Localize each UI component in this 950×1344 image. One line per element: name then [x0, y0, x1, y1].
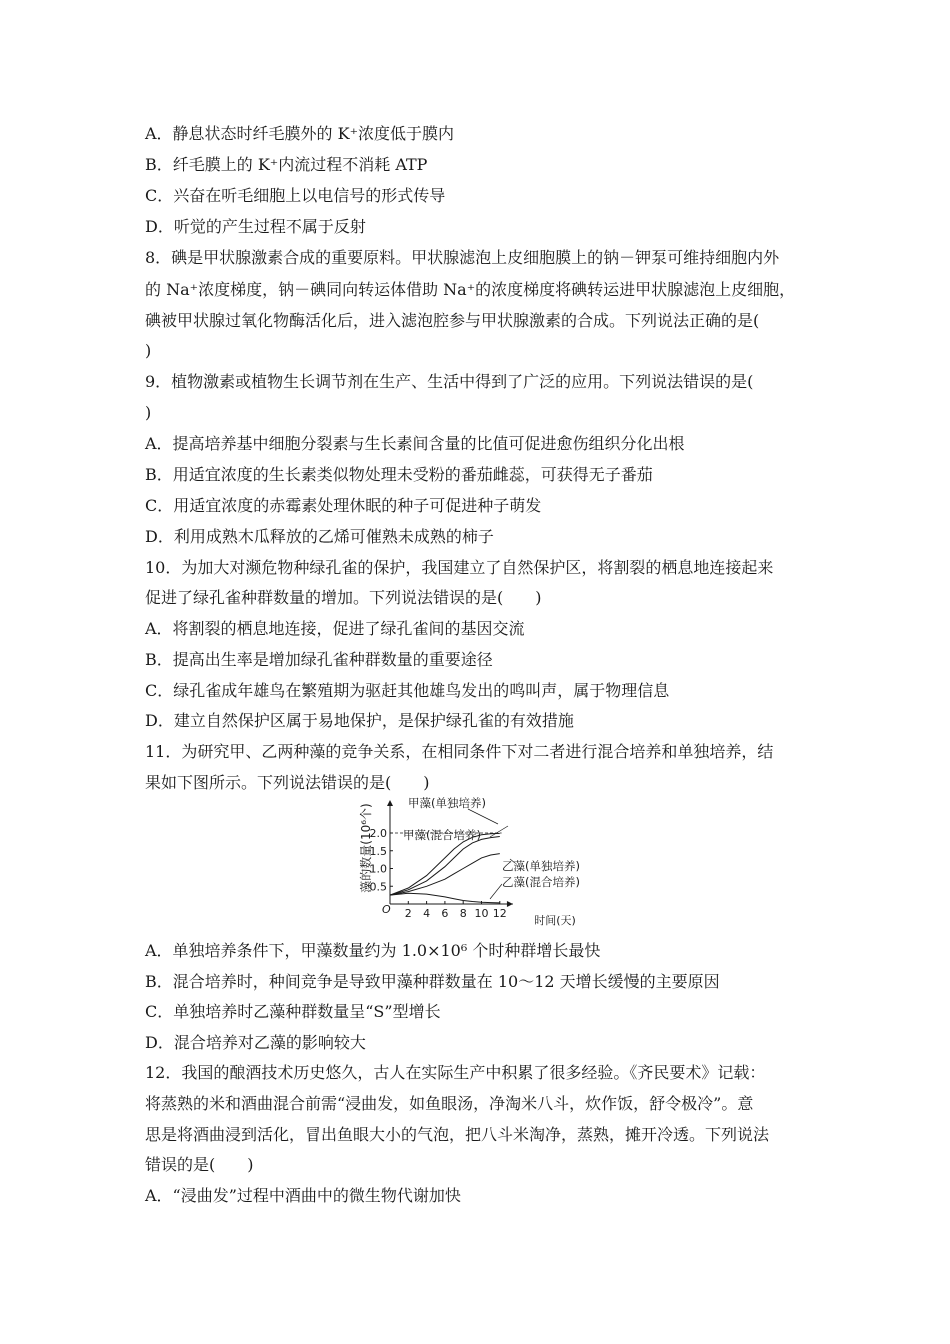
- text-line: C．用适宜浓度的赤霉素处理休眠的种子可促进种子萌发: [145, 496, 542, 515]
- y-tick-label: 1.5: [369, 844, 387, 858]
- series-label: 乙藻(单独培养): [502, 859, 580, 873]
- text-line: A．“浸曲发”过程中酒曲中的微生物代谢加快: [145, 1186, 461, 1205]
- text-line: A．将割裂的栖息地连接，促进了绿孔雀间的基因交流: [145, 619, 525, 638]
- text-line: ): [145, 403, 152, 422]
- text-line: 11．为研究甲、乙两种藻的竞争关系，在相同条件下对二者进行混合培养和单独培养，结: [145, 742, 774, 761]
- x-axis-arrow: [507, 901, 513, 907]
- x-tick-label: 4: [423, 907, 431, 920]
- y-axis-arrow: [387, 800, 393, 806]
- text-line: ): [145, 341, 152, 360]
- series-label: 甲藻(混合培养): [403, 828, 481, 842]
- text-line: B．纤毛膜上的 K⁺内流过程不消耗 ATP: [145, 155, 428, 174]
- text-line: C．绿孔雀成年雄鸟在繁殖期为驱赶其他雄鸟发出的鸣叫声，属于物理信息: [145, 681, 670, 700]
- series-label: 甲藻(单独培养): [408, 796, 486, 810]
- text-line: D．混合培养对乙藻的影响较大: [145, 1033, 366, 1052]
- text-line: 果如下图所示。下列说法错误的是( ): [145, 773, 430, 792]
- y-tick-label: 1.0: [369, 862, 387, 876]
- series-leader-line: [490, 884, 502, 899]
- series-line: [390, 833, 500, 895]
- x-tick-label: 2: [404, 907, 412, 920]
- text-line: 将蒸熟的米和酒曲混合前需“浸曲发，如鱼眼汤，净淘米八斗，炊作饭，舒令极冷”。意: [145, 1094, 754, 1113]
- series-leader-line: [490, 826, 508, 837]
- text-line: B．混合培养时，种间竞争是导致甲藻种群数量在 10～12 天增长缓慢的主要原因: [145, 972, 720, 991]
- text-line: 促进了绿孔雀种群数量的增加。下列说法错误的是( ): [145, 588, 542, 607]
- series-leader-line: [468, 809, 498, 824]
- x-tick-label: 10: [474, 907, 489, 920]
- text-line: D．利用成熟木瓜释放的乙烯可催熟未成熟的柿子: [145, 527, 494, 546]
- text-line: D．建立自然保护区属于易地保护，是保护绿孔雀的有效措施: [145, 711, 574, 730]
- text-line: 碘被甲状腺过氧化物酶活化后，进入滤泡腔参与甲状腺激素的合成。下列说法正确的是(: [145, 311, 760, 330]
- text-line: A．静息状态时纤毛膜外的 K⁺浓度低于膜内: [145, 124, 455, 143]
- text-line: C．单独培养时乙藻种群数量呈“S”型增长: [145, 1002, 441, 1021]
- text-line: B．用适宜浓度的生长素类似物处理未受粉的番茄雌蕊，可获得无子番茄: [145, 465, 653, 484]
- text-line: 10．为加大对濒危物种绿孔雀的保护，我国建立了自然保护区，将割裂的栖息地连接起来: [145, 558, 774, 577]
- text-line: 12．我国的酿酒技术历史悠久，古人在实际生产中积累了很多经验。《齐民要术》记载：: [145, 1063, 766, 1082]
- text-line: C．兴奋在听毛细胞上以电信号的形式传导: [145, 186, 446, 205]
- series-line: [390, 837, 500, 896]
- text-line: A．提高培养基中细胞分裂素与生长素间含量的比值可促进愈伤组织分化出根: [145, 434, 685, 453]
- series-label: 乙藻(混合培养): [502, 875, 580, 889]
- chart-xlabel: 时间(天): [534, 914, 576, 927]
- chart-ylabel: 藻的数量(10⁶个): [359, 803, 373, 893]
- text-line: 9．植物激素或植物生长调节剂在生产、生活中得到了广泛的应用。下列说法错误的是(: [145, 372, 754, 391]
- algae-growth-chart: [350, 796, 600, 931]
- text-line: A．单独培养条件下，甲藻数量约为 1.0×10⁶ 个时种群增长最快: [145, 941, 601, 960]
- text-line: D．听觉的产生过程不属于反射: [145, 217, 366, 236]
- text-line: B．提高出生率是增加绿孔雀种群数量的重要途径: [145, 650, 493, 669]
- text-line: 8．碘是甲状腺激素合成的重要原料。甲状腺滤泡上皮细胞膜上的钠－钾泵可维持细胞内外: [145, 248, 780, 267]
- y-tick-label: 0.5: [369, 880, 387, 894]
- chart-origin: O: [382, 903, 391, 916]
- text-line: 的 Na⁺浓度梯度，钠－碘同向转运体借助 Na⁺的浓度梯度将碘转运进甲状腺滤泡上皮细胞，: [145, 280, 796, 299]
- text-line: 错误的是( ): [145, 1155, 254, 1174]
- x-tick-label: 8: [459, 907, 467, 920]
- text-line: 思是将酒曲浸到活化，冒出鱼眼大小的气泡，把八斗米淘净，蒸熟，摊开冷透。下列说法: [145, 1125, 770, 1144]
- y-tick-label: 2.0: [369, 827, 387, 840]
- x-tick-label: 6: [441, 907, 449, 920]
- x-tick-label: 12: [492, 907, 507, 920]
